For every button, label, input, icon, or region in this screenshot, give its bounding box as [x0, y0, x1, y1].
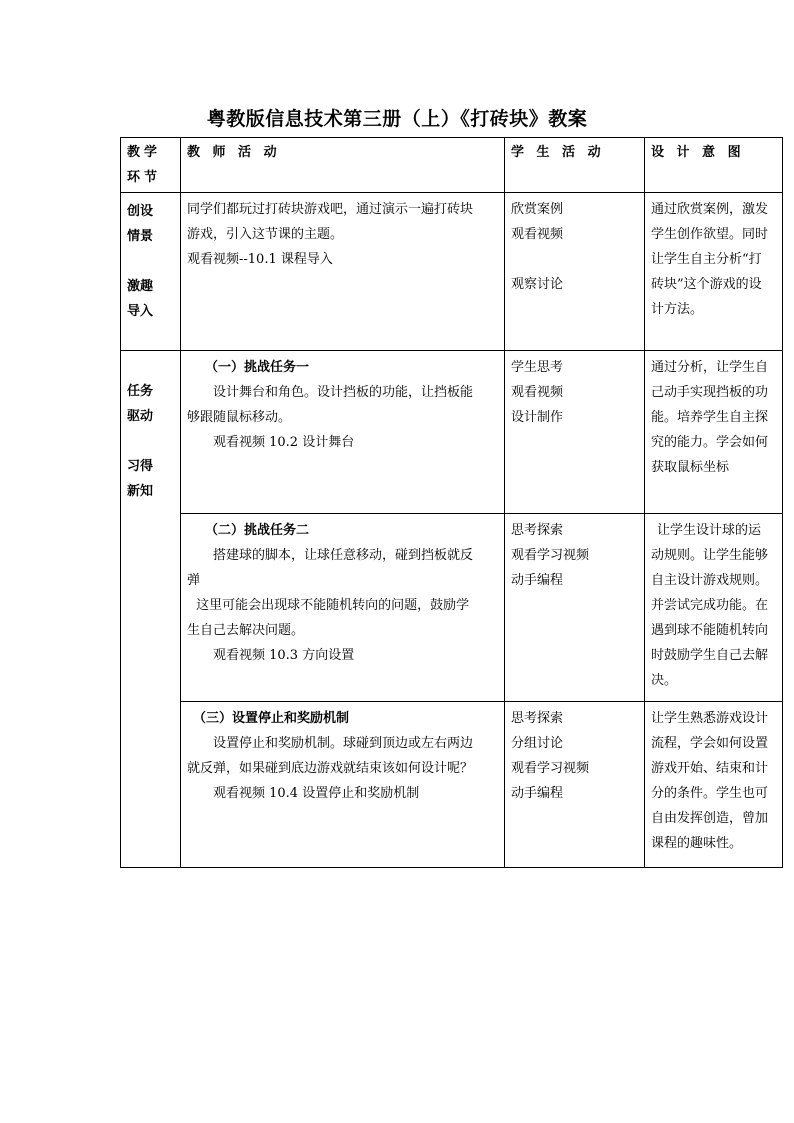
- stage-cell: 创设 情景 激趣 导入: [121, 193, 181, 351]
- teacher-activity-cell: （三）设置停止和奖励机制 设置停止和奖励机制。球碰到顶边或左右两边 就反弹，如果碰到底边游戏就结束该如何设计呢？ 观看视频 10.4 设置停止和奖励机制: [181, 702, 505, 868]
- design-intent-cell: 让学生设计球的运 动规则。让学生能够 自主设计游戏规则。 并尝试完成功能。在 遇到球不能随机转向 时鼓励学生自己去解 决。: [645, 514, 783, 702]
- lesson-plan-table: [120, 137, 783, 868]
- task-title: （三）设置停止和奖励机制: [193, 711, 350, 726]
- design-intent-cell: 让学生熟悉游戏设计 流程，学会如何设置 游戏开始、结束和计 分的条件。学生也可 自由发挥创造，曾加 课程的趣味性。: [645, 702, 783, 868]
- table-row: [121, 351, 783, 514]
- header-student: 学 生 活 动: [505, 138, 645, 193]
- table-header-row: [121, 138, 783, 193]
- student-activity-cell: 思考探索 分组讨论 观看学习视频 动手编程: [505, 702, 645, 868]
- teacher-activity-cell: 同学们都玩过打砖块游戏吧，通过演示一遍打砖块 游戏，引入这节课的主题。 观看视频--10.1 课程导入: [181, 193, 505, 351]
- stage-cell: 任务 驱动 习得 新知: [121, 351, 181, 868]
- table-row: [121, 193, 783, 351]
- document-title: 粤教版信息技术第三册（上）《打砖块》教案: [206, 108, 588, 130]
- header-design: 设 计 意 图: [645, 138, 783, 193]
- header-stage: 教学 环节: [121, 138, 181, 193]
- student-activity-cell: 学生思考 观看视频 设计制作: [505, 351, 645, 514]
- task-title: （二）挑战任务二: [205, 523, 310, 538]
- teacher-activity-cell: （二）挑战任务二 搭建球的脚本，让球任意移动，碰到挡板就反 弹 这里可能会出现球不能随机转向的问题，鼓励学 生自己去解决问题。 观看视频 10.3 方向设置: [181, 514, 505, 702]
- header-teacher: 教 师 活 动: [181, 138, 505, 193]
- design-intent-cell: 通过分析，让学生自 己动手实现挡板的功 能。培养学生自主探 究的能力。学会如何 获取鼠标坐标: [645, 351, 783, 514]
- student-activity-cell: 欣赏案例 观看视频 观察讨论: [505, 193, 645, 351]
- table-row: [121, 702, 783, 868]
- task-title: （一）挑战任务一: [205, 360, 310, 375]
- table-row: [121, 514, 783, 702]
- design-intent-cell: 通过欣赏案例，激发 学生创作欲望。同时 让学生自主分析“打 砖块”这个游戏的设 计方法。: [645, 193, 783, 351]
- student-activity-cell: 思考探索 观看学习视频 动手编程: [505, 514, 645, 702]
- teacher-activity-cell: （一）挑战任务一 设计舞台和角色。设计挡板的功能，让挡板能 够跟随鼠标移动。 观看视频 10.2 设计舞台: [181, 351, 505, 514]
